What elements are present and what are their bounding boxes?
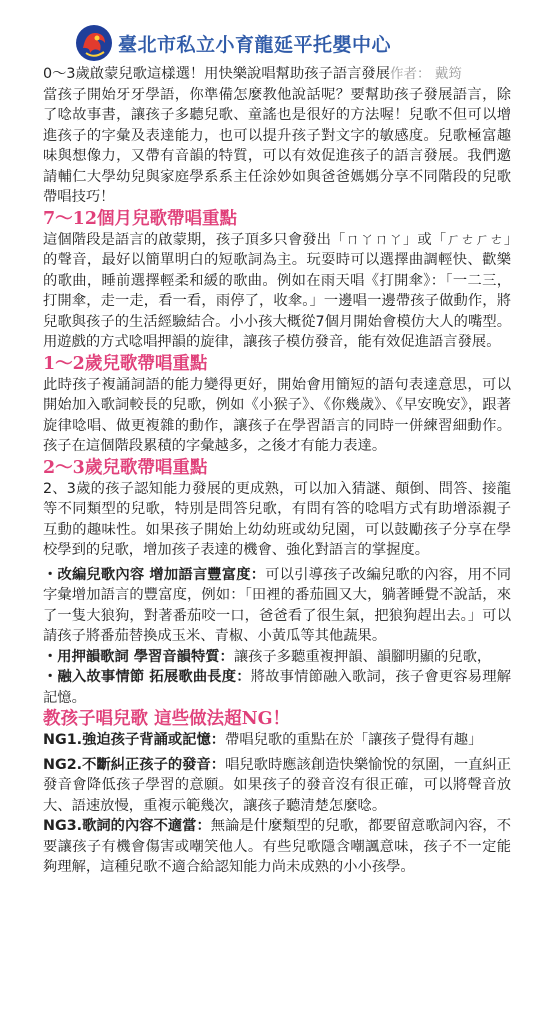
ng-item [43,755,511,817]
tip-label: ・改編兒歌內容 增加語言豐富度： [43,566,266,583]
tip-item [43,667,511,708]
ng-text: 帶唱兒歌的重點在於「讓孩子覺得有趣」 [225,732,483,748]
article-title: 0～3歲啟蒙兒歌這樣選！用快樂說唱幫助孩子語言發展 [43,66,391,82]
section-body-7-12-months: 這個階段是語言的啟蒙期，孩子頂多只會發出「ㄇㄚㄇㄚ」或「ㄏㄜㄏㄜ」的聲音，最好以簡單明白的短歌詞為主。玩耍時可以選擇曲調輕快、歡樂的歌曲，睡前選擇輕柔和緩的歌曲。例如在雨天唱《打開傘》：「一二三，打開傘，走一走，看一看，雨停了，收傘。」一邊唱一邊帶孩子做動作，將兒歌與孩子的生活經驗結合。小小孩大概從7個月開始會模仿大人的嘴型。用遊戲的方式唸唱押韻的旋律，讓孩子模仿發音，能有效促進語言發展。 [43,231,511,350]
section-body-2-3-years: 2、3歲的孩子認知能力發展的更成熟，可以加入猜謎、顛倒、問答、接龍等不同類型的兒歌，特別是問答兒歌，有問有答的唸唱方式有助增添親子互動的趣味性。如果孩子開始上幼幼班或幼兒園，可以鼓勵孩子分享在學校學到的兒歌，增加孩子表達的機會、強化對語言的掌握度。 [43,480,511,558]
ng-label: NG3.歌詞的內容不適當： [43,818,211,834]
tip-item [43,647,511,668]
ng-item [43,730,511,751]
intro-paragraph: 當孩子開始牙牙學語，你準備怎麼教他說話呢？要幫助孩子發展語言，除了唸故事書，讓孩子多聽兒歌、童謠也是很好的方法喔！兒歌不但可以增進孩子的字彙及表達能力，也可以提升孩子對文字的敏感度。兒歌極富趣味與想像力，又帶有音韻的特質，可以有效促進孩子的語言發展。我們邀請輔仁大學幼兒與家庭學系系主任涂妙如與爸爸媽媽分享不同階段的兒歌帶唱技巧！ [43,86,511,205]
tip-text: 將故事情節融入歌詞，孩子會更容易理解記憶。 [43,669,511,706]
tip-label: ・融入故事情節 拓展歌曲長度： [43,669,251,685]
org-name: 臺北市私立小育龍延平托嬰中心 [118,33,392,56]
article-title-line [43,64,511,85]
tip-label: ・用押韻歌詞 學習音韻特質： [43,648,234,665]
section-heading-7-12-months: 7～12個月兒歌帶唱重點 [43,208,238,229]
ng-text: 唱兒歌時應該創造快樂愉悅的氛圍，一直糾正發音會降低孩子學習的意願。如果孩子的發音沒有很正確，可以將聲音放大、語速放慢，重複示範幾次，讓孩子聽清楚怎麼唸。 [43,756,512,814]
article-author: 作者： 戴筠 [390,66,462,82]
tip-text: 可以引導孩子改編兒歌的內容，用不同字彙增加語言的豐富度，例如：「田裡的番茄圓又大，躺著睡覺不說話，來了一隻大狼狗，對著番茄咬一口，爸爸看了很生氣，把狼狗趕出去。」可以請孩子將番茄替換成玉米、青椒、小黃瓜等其他蔬果。 [43,566,511,644]
section-heading-1-2-years: 1～2歲兒歌帶唱重點 [43,353,208,374]
tip-item [43,565,511,647]
dragon-logo-icon [74,23,114,63]
section-heading-2-3-years: 2～3歲兒歌帶唱重點 [43,457,208,478]
section-heading-ng-practices: 教孩子唱兒歌 這些做法超NG！ [43,709,291,729]
page-header [74,20,391,66]
ng-text: 無論是什麼類型的兒歌，都要留意歌詞內容，不要讓孩子有機會傷害或嘲笑他人。有些兒歌隱含嘲諷意味，孩子不一定能夠理解，這種兒歌不適合給認知能力尚未成熟的小小孩學。 [43,818,512,875]
ng-item [43,816,511,878]
ng-label: NG1.強迫孩子背誦或記憶： [43,732,226,748]
section-body-1-2-years: 此時孩子複誦詞語的能力變得更好，開始會用簡短的語句表達意思，可以開始加入歌詞較長的兒歌，例如《小猴子》、《你幾歲》、《早安晚安》，跟著旋律唸唱、做更複雜的動作，讓孩子在學習語言的同時一併練習細動作。孩子在這個階段累積的字彙越多，之後才有能力表達。 [43,376,511,454]
tip-text: 讓孩子多聽重複押韻、韻腳明顯的兒歌， [233,648,492,665]
ng-label: NG2.不斷糾正孩子的發音： [43,756,226,773]
article-body [43,64,511,878]
